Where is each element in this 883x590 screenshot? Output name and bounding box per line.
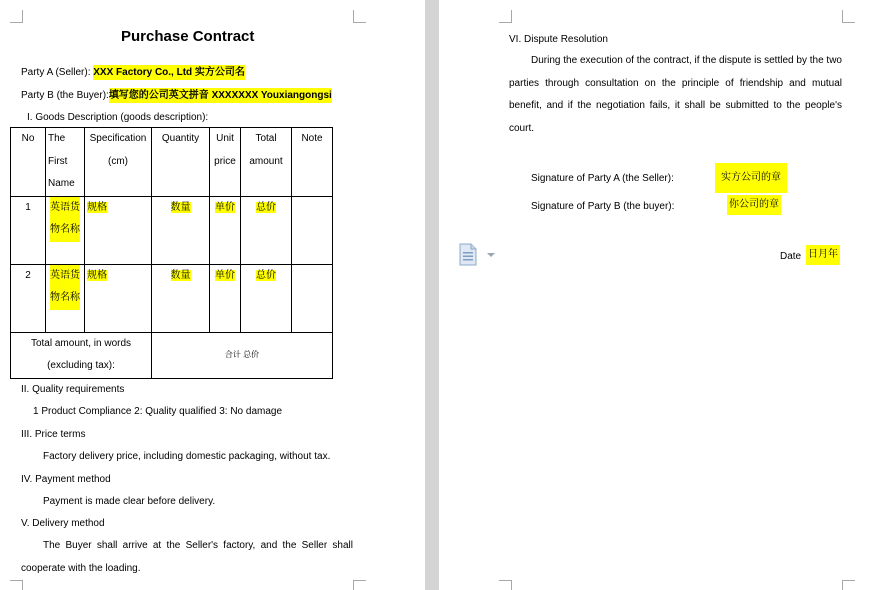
row-2-note[interactable]: [292, 264, 333, 332]
party-b-label: Party B (the Buyer):: [21, 90, 109, 101]
crop-mark: [499, 580, 512, 590]
table-total-row: [11, 332, 333, 378]
row-1-unit-price[interactable]: 单价: [210, 196, 241, 264]
total-label-cell[interactable]: Total amount, in words (excluding tax):: [11, 332, 152, 378]
delivery-heading[interactable]: V. Delivery method: [21, 518, 105, 529]
document-page-right: [439, 0, 883, 590]
dispute-text[interactable]: During the execution of the contract, if the dispute is settled by the two parties through consultation on the principle of friendship and mutual benefit, and if the negotiation fails, it shall be submitted to the people's court.: [509, 55, 842, 134]
signature-a-value[interactable]: 实方公司的章: [715, 163, 787, 193]
quality-text[interactable]: 1 Product Compliance 2: Quality qualified 3: No damage: [33, 406, 283, 417]
header-total-amount[interactable]: Total amount: [241, 128, 292, 197]
header-unit-price[interactable]: Unit price: [210, 128, 241, 197]
row-1-note[interactable]: [292, 196, 333, 264]
table-row: [11, 196, 333, 264]
crop-mark: [10, 10, 23, 23]
crop-mark: [499, 10, 512, 23]
party-b-line[interactable]: [21, 89, 332, 103]
header-quantity[interactable]: Quantity: [152, 128, 210, 197]
crop-mark: [842, 580, 855, 590]
date-label[interactable]: Date: [780, 251, 802, 262]
row-2-no[interactable]: 2: [11, 264, 46, 332]
signature-b-label[interactable]: Signature of Party B (the buyer):: [531, 201, 675, 212]
price-heading[interactable]: III. Price terms: [21, 429, 86, 440]
party-a-label: Party A (Seller):: [21, 67, 94, 78]
row-2-spec[interactable]: 规格: [85, 264, 152, 332]
row-1-no[interactable]: 1: [11, 196, 46, 264]
crop-mark: [842, 10, 855, 23]
header-note[interactable]: Note: [292, 128, 333, 197]
date-value[interactable]: 日月年: [806, 245, 840, 265]
payment-heading[interactable]: IV. Payment method: [21, 474, 111, 485]
party-a-value: XXX Factory Co., Ltd 实方公司名: [93, 67, 245, 78]
table-row: [11, 264, 333, 332]
dispute-heading[interactable]: VI. Dispute Resolution: [509, 34, 608, 45]
party-a-line[interactable]: [21, 66, 245, 80]
delivery-text[interactable]: The Buyer shall arrive at the Seller's factory, and the Seller shall cooperate with the loading.: [21, 540, 353, 574]
row-1-total[interactable]: 总价: [241, 196, 292, 264]
row-1-quantity[interactable]: 数量: [152, 196, 210, 264]
price-text[interactable]: Factory delivery price, including domestic packaging, without tax.: [43, 451, 331, 462]
row-2-total[interactable]: 总价: [241, 264, 292, 332]
crop-mark: [10, 580, 23, 590]
signature-b-value[interactable]: 你公司的章: [727, 195, 781, 215]
crop-mark: [353, 10, 366, 23]
quality-heading[interactable]: II. Quality requirements: [21, 384, 125, 395]
document-page-left: [0, 0, 425, 590]
party-b-value: 填写您的公司英文拼音 XXXXXXX Youxiangongsi: [108, 90, 332, 101]
table-header-row: [11, 128, 333, 197]
document-paste-options-icon[interactable]: [459, 243, 499, 272]
document-title[interactable]: Purchase Contract: [121, 28, 255, 45]
row-1-name[interactable]: 英语货物名称: [46, 196, 85, 264]
goods-table[interactable]: [10, 127, 333, 379]
signature-a-label[interactable]: Signature of Party A (the Seller):: [531, 173, 674, 184]
row-2-unit-price[interactable]: 单价: [210, 264, 241, 332]
header-name[interactable]: The First Name: [46, 128, 85, 197]
header-spec[interactable]: Specification (cm): [85, 128, 152, 197]
goods-heading[interactable]: I. Goods Description (goods description):: [27, 112, 209, 123]
row-2-name[interactable]: 英语货物名称: [46, 264, 85, 332]
row-2-quantity[interactable]: 数量: [152, 264, 210, 332]
row-1-spec[interactable]: 规格: [85, 196, 152, 264]
payment-text[interactable]: Payment is made clear before delivery.: [43, 496, 216, 507]
total-value-cell[interactable]: 合计 总价: [152, 332, 333, 378]
page-gutter: [425, 0, 439, 590]
header-no[interactable]: No: [11, 128, 46, 197]
crop-mark: [353, 580, 366, 590]
